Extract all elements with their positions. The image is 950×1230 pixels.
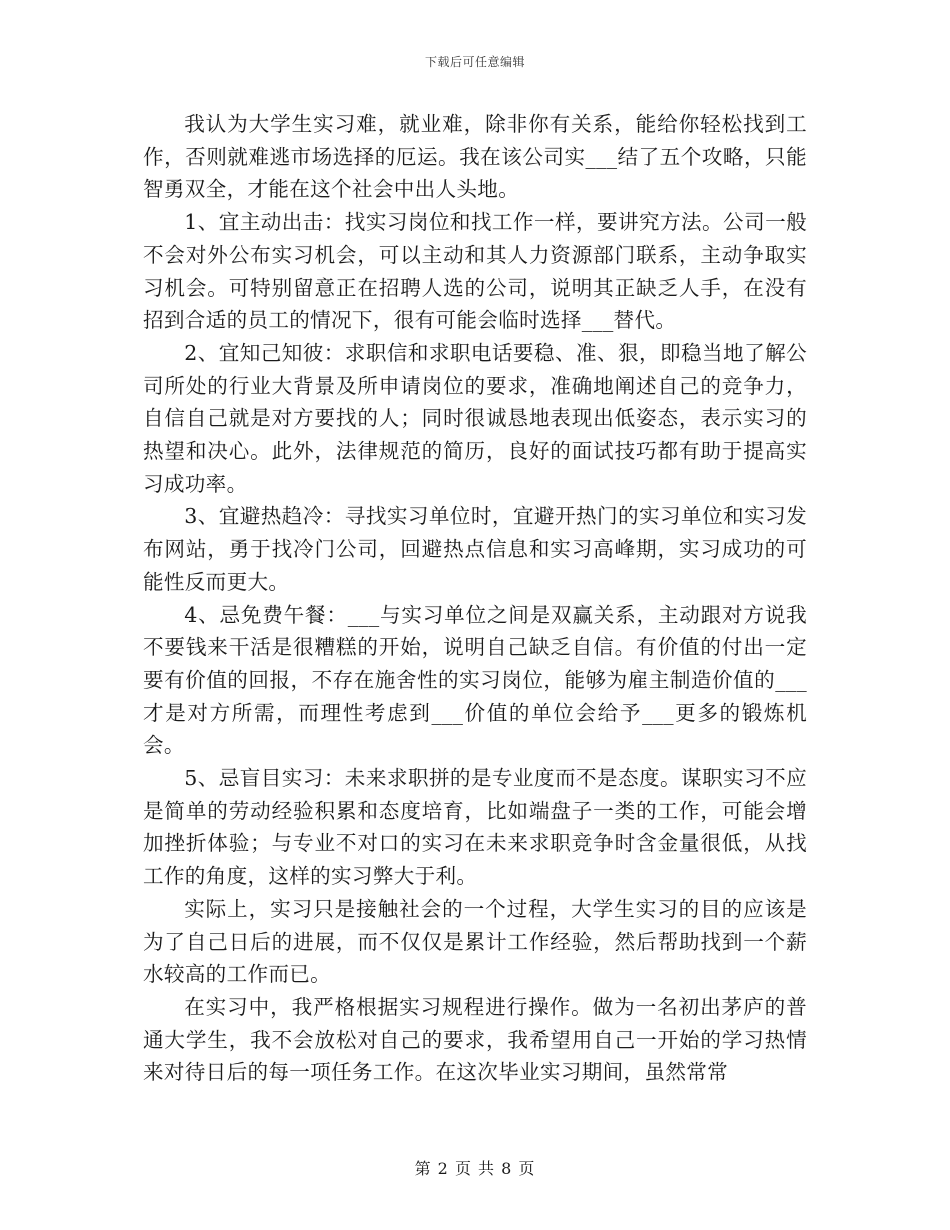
paragraph-tip-1: 1、宜主动出击：找实习岗位和找工作一样，要讲究方法。公司一般不会对外公布实习机会，可以主动和其人力资源部门联系，主动争取实习机会。可特别留意正在招聘人选的公司，说明其正缺乏人手，在没有招到合适的员工的情况下，很有可能会临时选择___替代。 [143,210,807,333]
page-header-note: 下载后可任意编辑 [424,55,525,69]
paragraph-intro: 我认为大学生实习难，就业难，除非你有关系，能给你轻松找到工作，否则就难逃市场选择的厄运。我在该公司实___结了五个攻略，只能智勇双全，才能在这个社会中出人头地。 [143,112,807,202]
paragraph-reflection: 实际上，实习只是接触社会的一个过程，大学生实习的目的应该是为了自己日后的进展，而不仅仅是累计工作经验，然后帮助找到一个薪水较高的工作而已。 [143,896,807,987]
document-body [143,108,807,1089]
paragraph-tip-4: 4、忌免费午餐：___与实习单位之间是双赢关系，主动跟对方说我不要钱来干活是很糟糕的开始，说明自己缺乏自信。有价值的付出一定要有价值的回报，不存在施舍性的实习岗位，能够为雇主制造价值的___才是对方所需，而理性考虑到___价值的单位会给予___更多的锻炼机会。 [143,602,807,758]
page-number: 第 2 页 共 8 页 [414,1159,536,1178]
paragraph-tip-3: 3、宜避热趋冷：寻找实习单位时，宜避开热门的实习单位和实习发布网站，勇于找冷门公司，回避热点信息和实习高峰期，实习成功的可能性反而更大。 [143,504,807,594]
paragraph-tip-2: 2、宜知己知彼：求职信和求职电话要稳、准、狠，即稳当地了解公司所处的行业大背景及所申请岗位的要求，准确地阐述自己的竞争力，自信自己就是对方要找的人；同时很诚恳地表现出低姿态，表示实习的热望和决心。此外，法律规范的简历，良好的面试技巧都有助于提高实习成功率。 [143,340,807,496]
paragraph-practice: 在实习中，我严格根据实习规程进行操作。做为一名初出茅庐的普通大学生，我不会放松对自己的要求，我希望用自己一开始的学习热情来对待日后的每一项任务工作。在这次毕业实习期间，虽然常常 [143,994,807,1085]
paragraph-tip-5: 5、忌盲目实习：未来求职拼的是专业度而不是态度。谋职实习不应是简单的劳动经验积累和态度培育，比如端盘子一类的工作，可能会增加挫折体验；与专业不对口的实习在未来求职竞争时含金量很低，从找工作的角度，这样的实习弊大于利。 [143,766,807,889]
